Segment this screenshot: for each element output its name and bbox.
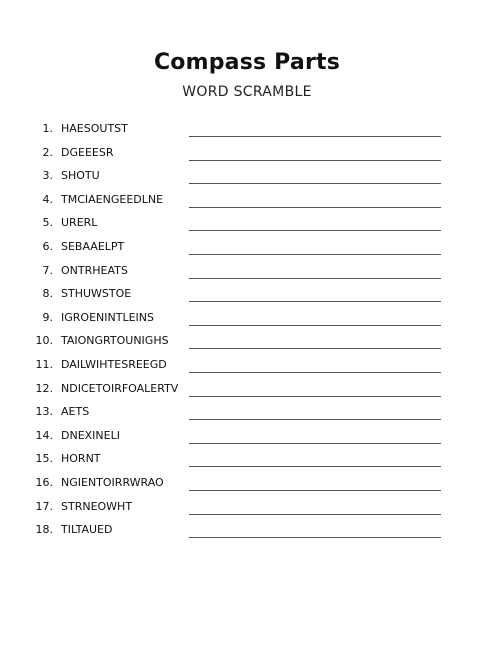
scrambled-word: AETS [61, 405, 90, 419]
item-number: 16. [35, 475, 53, 489]
scramble-item [30, 237, 442, 261]
scrambled-word: HAESOUTST [61, 122, 128, 135]
answer-line[interactable] [189, 372, 441, 373]
scramble-item [30, 426, 442, 450]
answer-line[interactable] [189, 396, 441, 397]
answer-line[interactable] [189, 230, 441, 231]
answer-line[interactable] [189, 254, 441, 255]
scrambled-word: TAIONGRTOUNIGHS [61, 334, 169, 348]
scrambled-word: TMCIAENGEEDLNE [61, 192, 164, 206]
answer-line[interactable] [189, 348, 441, 349]
scramble-item [30, 308, 442, 332]
scramble-item [30, 261, 442, 285]
scramble-item [30, 143, 442, 167]
item-number: 7. [42, 263, 53, 277]
page-title: Compass Parts [153, 50, 341, 75]
item-number: 15. [35, 452, 53, 466]
scrambled-word: DNEXINELI [61, 428, 120, 442]
scramble-item [30, 497, 442, 521]
scrambled-word: HORNT [61, 452, 101, 466]
scramble-item [30, 402, 442, 426]
answer-line[interactable] [189, 419, 441, 420]
answer-line[interactable] [189, 160, 441, 161]
item-number: 1. [42, 122, 53, 135]
scramble-item [30, 284, 442, 308]
scrambled-word: SEBAAELPT [61, 239, 125, 253]
scramble-item [30, 213, 442, 237]
answer-line[interactable] [189, 207, 441, 208]
scramble-item [30, 119, 442, 143]
scramble-item [30, 166, 442, 190]
word-scramble-list [30, 119, 442, 544]
answer-line[interactable] [189, 136, 441, 137]
item-number: 14. [35, 428, 53, 442]
answer-line[interactable] [189, 514, 441, 515]
scramble-item [30, 190, 442, 214]
item-number: 6. [42, 239, 53, 253]
scrambled-word: DGEEESR [61, 145, 114, 159]
item-number: 8. [42, 287, 53, 301]
item-number: 12. [35, 381, 53, 395]
scrambled-word: DAILWIHTESREEGD [61, 357, 167, 371]
scramble-item [30, 355, 442, 379]
scrambled-word: STHUWSTOE [61, 287, 132, 301]
item-number: 2. [42, 145, 53, 159]
scramble-item [30, 449, 442, 473]
answer-line[interactable] [189, 490, 441, 491]
scramble-item [30, 379, 442, 403]
scramble-item [30, 331, 442, 355]
item-number: 10. [35, 334, 53, 348]
answer-line[interactable] [189, 466, 441, 467]
item-number: 3. [42, 169, 53, 183]
scrambled-word: NGIENTOIRRWRAO [61, 475, 164, 489]
scrambled-word: TILTAUED [61, 523, 113, 537]
item-number: 18. [35, 523, 53, 537]
item-number: 5. [42, 216, 53, 230]
page-subtitle: WORD SCRAMBLE [182, 84, 312, 100]
scrambled-word: SHOTU [61, 169, 100, 183]
answer-line[interactable] [189, 325, 441, 326]
scrambled-word: ONTRHEATS [61, 263, 128, 277]
item-number: 13. [35, 405, 53, 419]
scrambled-word: STRNEOWHT [61, 499, 133, 513]
item-number: 11. [35, 357, 53, 371]
item-number: 4. [42, 192, 53, 206]
answer-line[interactable] [189, 278, 441, 279]
scramble-item [30, 520, 442, 544]
item-number: 17. [35, 499, 53, 513]
answer-line[interactable] [189, 301, 441, 302]
scrambled-word: IGROENINTLEINS [61, 310, 154, 324]
answer-line[interactable] [189, 443, 441, 444]
scrambled-word: URERL [61, 216, 98, 230]
scrambled-word: NDICETOIRFOALERTV [61, 381, 179, 395]
answer-line[interactable] [189, 537, 441, 538]
scramble-item [30, 473, 442, 497]
answer-line[interactable] [189, 183, 441, 184]
item-number: 9. [42, 310, 53, 324]
